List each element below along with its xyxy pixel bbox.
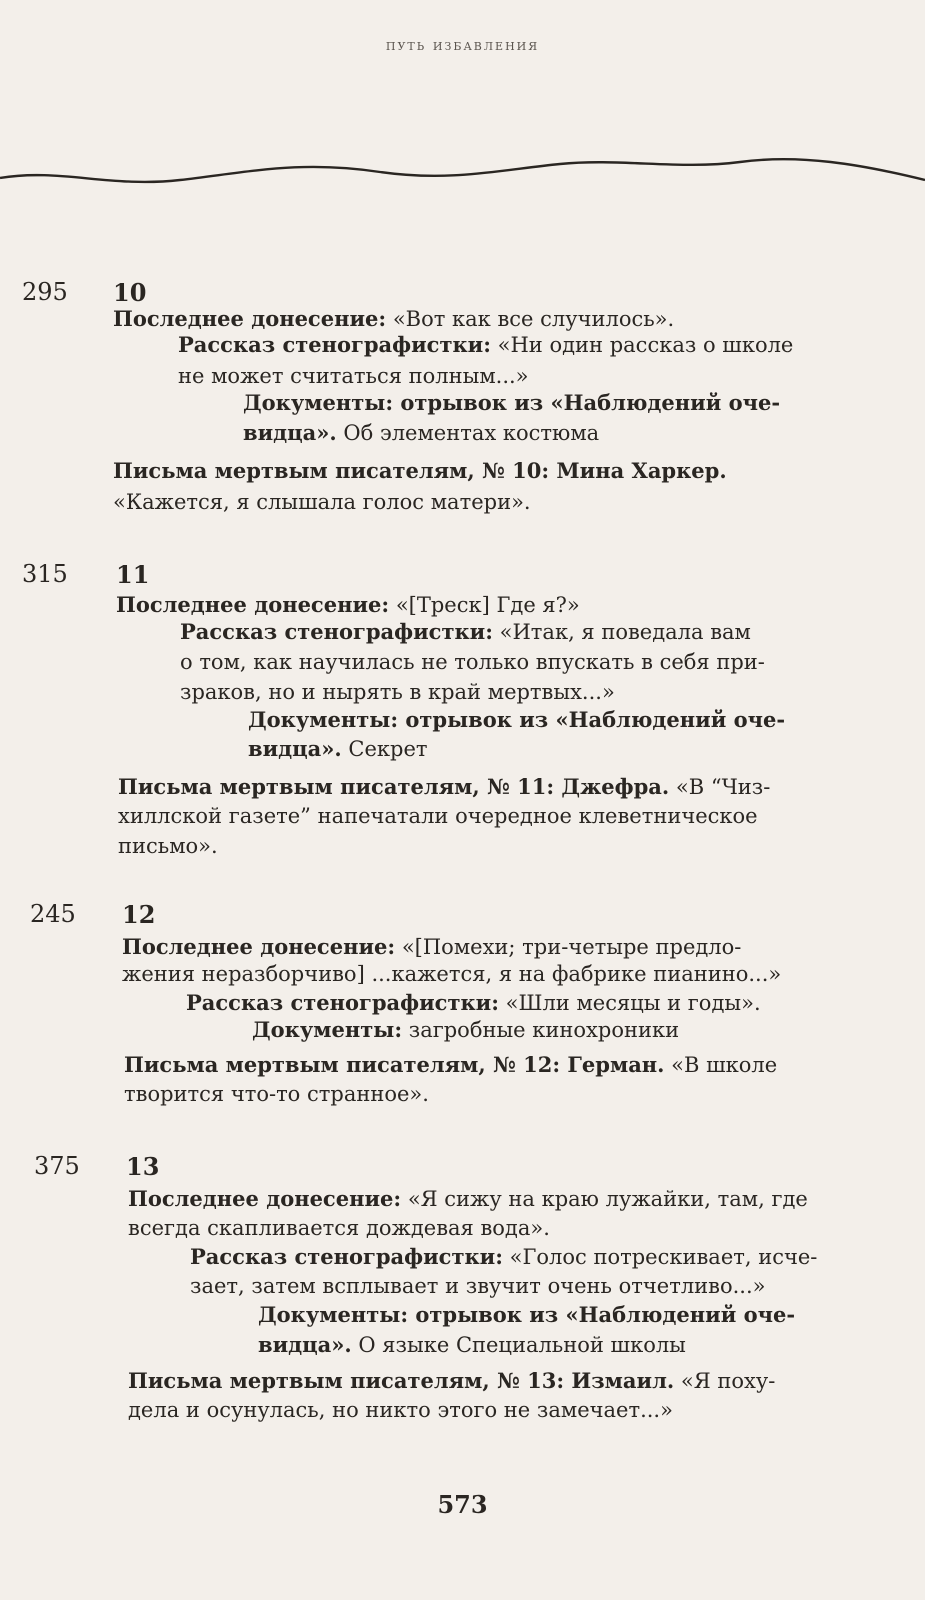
decorative-wave-rule [0, 150, 925, 200]
story-line: о том, как научилась не только впускать в себя при- [180, 650, 765, 674]
entry-chapter-number: 10 [113, 278, 147, 307]
letters-line: «Кажется, я слышала голос матери». [113, 490, 531, 514]
letters-line: хиллской газете” напечатали очередное клеветническое [118, 804, 758, 828]
story-line: Рассказ стенографистки: «Голос потрескивает, исче- [190, 1244, 818, 1269]
docs-line: Документы: загробные кинохроники [252, 1017, 680, 1042]
story-line: зраков, но и нырять в край мертвых...» [180, 680, 615, 704]
docs-line: Документы: отрывок из «Наблюдений оче- [243, 390, 781, 415]
letters-line: Письма мертвым писателям, № 10: Мина Харкер. [113, 458, 727, 483]
entry-page-number: 295 [22, 278, 68, 306]
story-line: Рассказ стенографистки: «Шли месяцы и годы». [186, 990, 761, 1015]
story-line: Рассказ стенографистки: «Итак, я поведала вам [180, 619, 751, 644]
docs-line: видца». О языке Специальной школы [258, 1332, 686, 1357]
story-line: зает, затем всплывает и звучит очень отчетливо...» [190, 1274, 766, 1298]
report-line: всегда скапливается дождевая вода». [128, 1216, 550, 1240]
story-line: Рассказ стенографистки: «Ни один рассказ о школе [178, 332, 794, 357]
entry-page-number: 375 [34, 1152, 80, 1180]
entry-chapter-number: 12 [122, 900, 156, 929]
docs-line: видца». Секрет [248, 736, 428, 761]
letters-line: Письма мертвым писателям, № 11: Джефра. «В “Чиз- [118, 774, 771, 799]
letters-line: Письма мертвым писателям, № 12: Герман. «В школе [124, 1052, 778, 1077]
report-line: Последнее донесение: «[Треск] Где я?» [116, 592, 580, 617]
letters-line: письмо». [118, 834, 218, 858]
report-line: Последнее донесение: «Я сижу на краю лужайки, там, где [128, 1186, 808, 1211]
docs-line: Документы: отрывок из «Наблюдений оче- [248, 707, 786, 732]
entry-chapter-number: 11 [116, 560, 150, 589]
letters-line: Письма мертвым писателям, № 13: Измаил. «Я поху- [128, 1368, 776, 1393]
letters-line: творится что-то странное». [124, 1082, 429, 1106]
entry-page-number: 315 [22, 560, 68, 588]
report-line: жения неразборчиво] ...кажется, я на фабрике пианино...» [122, 962, 782, 986]
entry-chapter-number: 13 [126, 1152, 160, 1181]
docs-line: Документы: отрывок из «Наблюдений оче- [258, 1302, 796, 1327]
entry-page-number: 245 [30, 900, 76, 928]
page-number: 573 [437, 1490, 488, 1519]
docs-line: видца». Об элементах костюма [243, 420, 600, 445]
report-line: Последнее донесение: «[Помехи; три-четыре предло- [122, 934, 742, 959]
story-line: не может считаться полным...» [178, 364, 529, 388]
report-line: Последнее донесение: «Вот как все случилось». [113, 306, 675, 331]
letters-line: дела и осунулась, но никто этого не замечает...» [128, 1398, 673, 1422]
running-head: путь избавления [385, 36, 540, 54]
